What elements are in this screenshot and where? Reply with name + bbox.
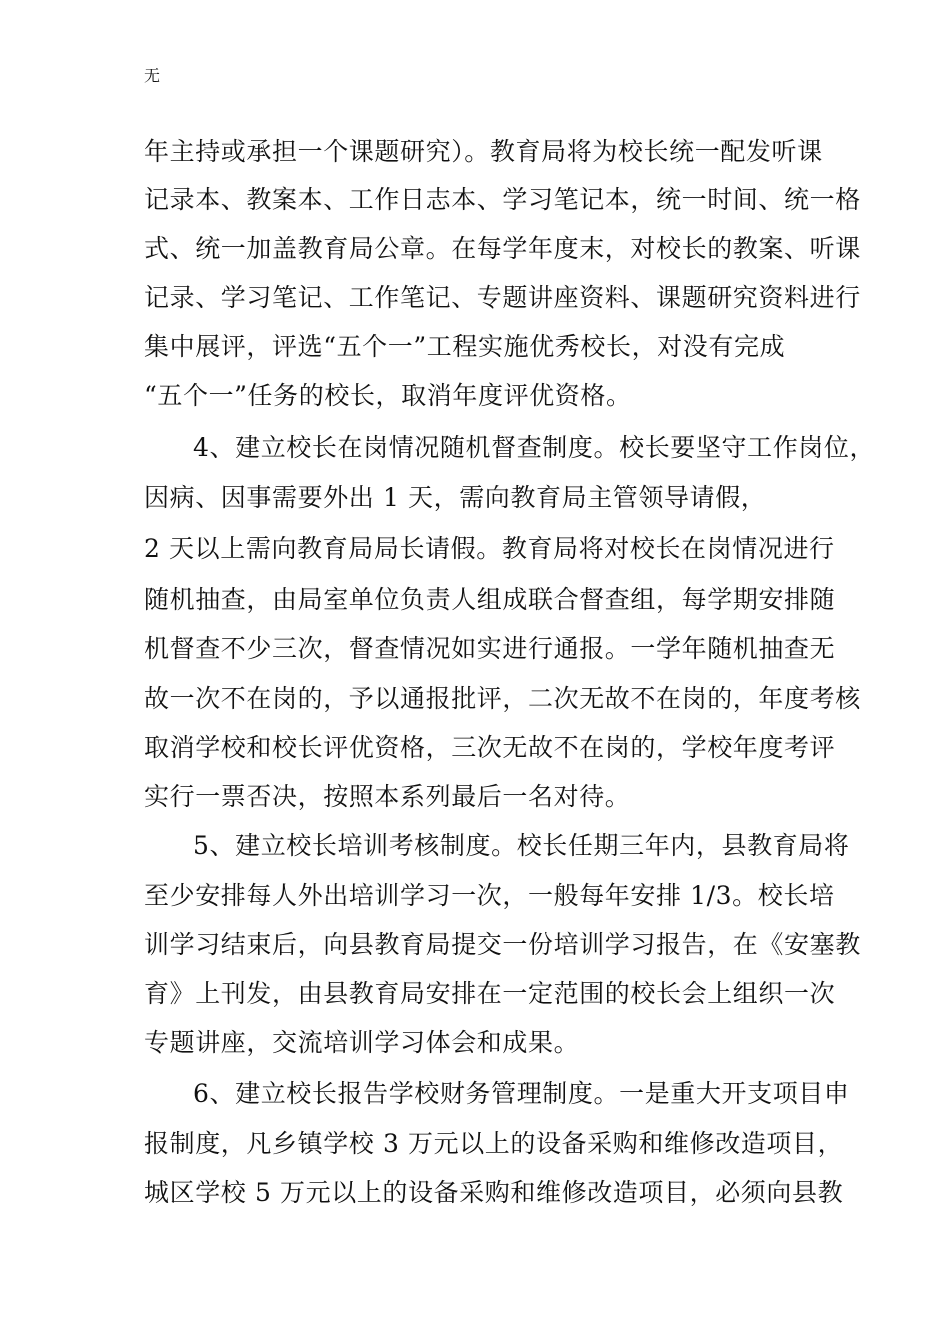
paragraph-line: 故一次不在岗的，予以通报批评，二次无故不在岗的，年度考核	[144, 684, 861, 713]
paragraph-line: 报制度，凡乡镇学校 3 万元以上的设备采购和维修改造项目，	[144, 1129, 844, 1158]
section-4-first-line: 4、建立校长在岗情况随机督查制度。校长要坚守工作岗位，	[193, 433, 876, 462]
paragraph-line: 至少安排每人外出培训学习一次，一般每年安排 1/3。校长培	[144, 881, 835, 910]
paragraph-line: 取消学校和校长评优资格，三次无故不在岗的，学校年度考评	[144, 733, 836, 762]
paragraph-line: 年主持或承担一个课题研究）。教育局将为校长统一配发听课	[144, 137, 823, 166]
section-6-first-line: 6、建立校长报告学校财务管理制度。一是重大开支项目申	[193, 1079, 850, 1108]
paragraph-line: 式、统一加盖教育局公章。在每学年度末，对校长的教案、听课	[144, 234, 861, 263]
page-header: 无	[144, 66, 161, 85]
paragraph-line: 集中展评，评选“五个一”工程实施优秀校长，对没有完成	[144, 332, 786, 361]
paragraph-line: 实行一票否决，按照本系列最后一名对待。	[144, 782, 631, 811]
section-5-first-line: 5、建立校长培训考核制度。校长任期三年内，县教育局将	[193, 831, 850, 860]
paragraph-line: 城区学校 5 万元以上的设备采购和维修改造项目，必须向县教	[144, 1178, 844, 1207]
paragraph-line: “五个一”任务的校长，取消年度评优资格。	[144, 381, 632, 410]
paragraph-line: 专题讲座，交流培训学习体会和成果。	[144, 1028, 580, 1057]
paragraph-line: 机督查不少三次，督查情况如实进行通报。一学年随机抽查无	[144, 634, 836, 663]
paragraph-line: 因病、因事需要外出 1 天，需向教育局主管领导请假，	[144, 483, 767, 512]
paragraph-line: 2 天以上需向教育局局长请假。教育局将对校长在岗情况进行	[144, 534, 835, 563]
paragraph-line: 记录本、教案本、工作日志本、学习笔记本，统一时间、统一格	[144, 185, 861, 214]
paragraph-line: 记录、学习笔记、工作笔记、专题讲座资料、课题研究资料进行	[144, 283, 861, 312]
paragraph-line: 育》上刊发，由县教育局安排在一定范围的校长会上组织一次	[144, 979, 836, 1008]
paragraph-line: 随机抽查，由局室单位负责人组成联合督查组，每学期安排随	[144, 585, 836, 614]
paragraph-line: 训学习结束后，向县教育局提交一份培训学习报告，在《安塞教	[144, 930, 861, 959]
